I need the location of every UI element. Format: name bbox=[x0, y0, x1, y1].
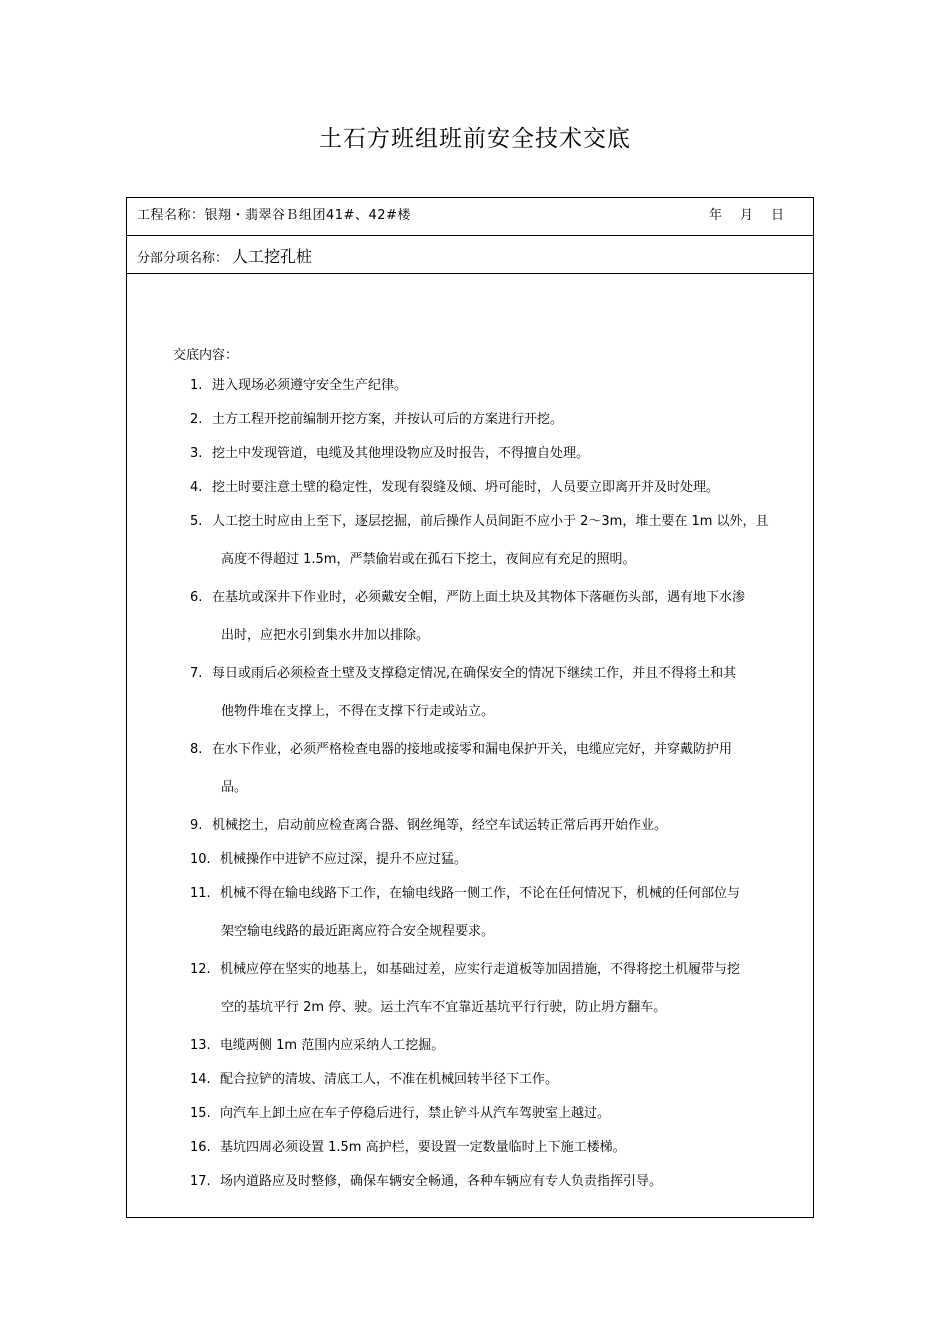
item-text: 机械不得在输电线路下工作，在输电线路一侧工作，不论在任何情况下，机械的任何部位与 bbox=[220, 886, 741, 901]
list-item bbox=[190, 1136, 810, 1155]
item-text-continued: 空的基坑平行 2m 停、驶。运土汽车不宜靠近基坑平行行驶，防止坍方翻车。 bbox=[221, 1000, 667, 1015]
list-item bbox=[190, 1068, 810, 1087]
item-text-continued: 出时，应把水引到集水井加以排除。 bbox=[221, 628, 430, 643]
subproject-label: 分部分项名称： bbox=[137, 251, 229, 266]
date-field bbox=[709, 204, 802, 223]
list-item bbox=[190, 510, 810, 567]
list-item bbox=[190, 882, 810, 939]
item-text: 配合拉铲的清坡、清底工人，不准在机械回转半径下工作。 bbox=[220, 1072, 559, 1087]
item-text: 向汽车上卸土应在车子停稳后进行，禁止铲斗从汽车驾驶室上越过。 bbox=[220, 1106, 611, 1121]
content-intro: 交底内容： bbox=[173, 348, 239, 363]
item-number: 8. bbox=[190, 742, 203, 757]
item-number: 4. bbox=[190, 480, 203, 495]
document-title: 土石方班组班前安全技术交底 bbox=[319, 126, 631, 152]
item-number: 15. bbox=[190, 1106, 211, 1121]
list-item bbox=[190, 1102, 810, 1121]
item-text: 机械挖土，启动前应检查离合器、钢丝绳等，经空车试运转正常后再开始作业。 bbox=[212, 818, 668, 833]
month-label: 月 bbox=[740, 208, 754, 223]
disclosure-content bbox=[127, 274, 813, 1217]
item-number: 16. bbox=[190, 1140, 211, 1155]
list-item bbox=[190, 1170, 810, 1189]
list-item bbox=[190, 1034, 810, 1053]
item-number: 12. bbox=[190, 962, 211, 977]
item-number: 11. bbox=[190, 886, 211, 901]
day-label: 日 bbox=[771, 208, 785, 223]
item-number: 13. bbox=[190, 1038, 211, 1053]
item-text: 挖土时要注意土壁的稳定性，发现有裂缝及倾、坍可能时，人员要立即离开并及时处理。 bbox=[212, 480, 720, 495]
item-number: 2. bbox=[190, 412, 203, 427]
project-name bbox=[137, 204, 411, 223]
item-text: 在基坑或深井下作业时，必须戴安全帽，严防上面土块及其物体下落砸伤头部，遇有地下水渗 bbox=[212, 590, 746, 605]
item-text: 进入现场必须遵守安全生产纪律。 bbox=[212, 378, 408, 393]
item-text: 在水下作业，必须严格检查电器的接地或接零和漏电保护开关，电缆应完好，并穿戴防护用 bbox=[212, 742, 733, 757]
list-item bbox=[190, 374, 810, 393]
item-text-continued: 高度不得超过 1.5m，严禁偷岩或在孤石下挖土，夜间应有充足的照明。 bbox=[221, 552, 636, 567]
item-text: 土方工程开挖前编制开挖方案，并按认可后的方案进行开挖。 bbox=[212, 412, 564, 427]
item-text: 电缆两侧 1m 范围内应采纳人工挖掘。 bbox=[220, 1038, 445, 1053]
list-item bbox=[190, 476, 810, 495]
item-number: 1. bbox=[190, 378, 203, 393]
item-text: 每日或雨后必须检查土壁及支撑稳定情况,在确保安全的情况下继续工作，并且不得将土和其 bbox=[212, 666, 737, 681]
list-item bbox=[190, 814, 810, 833]
year-label: 年 bbox=[709, 208, 723, 223]
item-text-continued: 他物件堆在支撑上，不得在支撑下行走或站立。 bbox=[221, 704, 495, 719]
item-number: 5. bbox=[190, 514, 203, 529]
item-number: 10. bbox=[190, 852, 211, 867]
subproject-field bbox=[137, 244, 312, 267]
item-text-continued: 架空输电线路的最近距离应符合安全规程要求。 bbox=[221, 924, 495, 939]
item-number: 14. bbox=[190, 1072, 211, 1087]
item-number: 6. bbox=[190, 590, 203, 605]
list-item bbox=[190, 738, 810, 795]
list-item bbox=[190, 442, 810, 461]
subproject-value: 人工挖孔桩 bbox=[232, 247, 313, 266]
item-text: 场内道路应及时整修，确保车辆安全畅通，各种车辆应有专人负责指挥引导。 bbox=[220, 1174, 663, 1189]
list-item bbox=[190, 586, 810, 643]
item-number: 17. bbox=[190, 1174, 211, 1189]
item-text: 机械应停在坚实的地基上，如基础过差，应实行走道板等加固措施，不得将挖土机履带与挖 bbox=[220, 962, 741, 977]
item-number: 9. bbox=[190, 818, 203, 833]
project-label: 工程名称： bbox=[137, 208, 205, 223]
item-number: 3. bbox=[190, 446, 203, 461]
list-item bbox=[190, 848, 810, 867]
disclosure-form bbox=[126, 197, 814, 1218]
subproject-row bbox=[127, 236, 813, 274]
item-text: 基坑四周必须设置 1.5m 高护栏，要设置一定数量临时上下施工楼梯。 bbox=[220, 1140, 626, 1155]
item-number: 7. bbox=[190, 666, 203, 681]
item-text-continued: 品。 bbox=[221, 780, 248, 795]
list-item bbox=[190, 958, 810, 1015]
project-row bbox=[127, 198, 813, 236]
project-value: 银翔・翡翠谷Ｂ组团41#、42#楼 bbox=[204, 208, 411, 223]
item-text: 挖土中发现管道，电缆及其他埋设物应及时报告，不得擅自处理。 bbox=[212, 446, 590, 461]
list-item bbox=[190, 408, 810, 427]
item-text: 机械操作中进铲不应过深，提升不应过猛。 bbox=[220, 852, 468, 867]
item-text: 人工挖土时应由上至下，逐层挖掘，前后操作人员间距不应小于 2～3m，堆土要在 1m 以外，且 bbox=[212, 514, 769, 529]
list-item bbox=[190, 662, 810, 719]
